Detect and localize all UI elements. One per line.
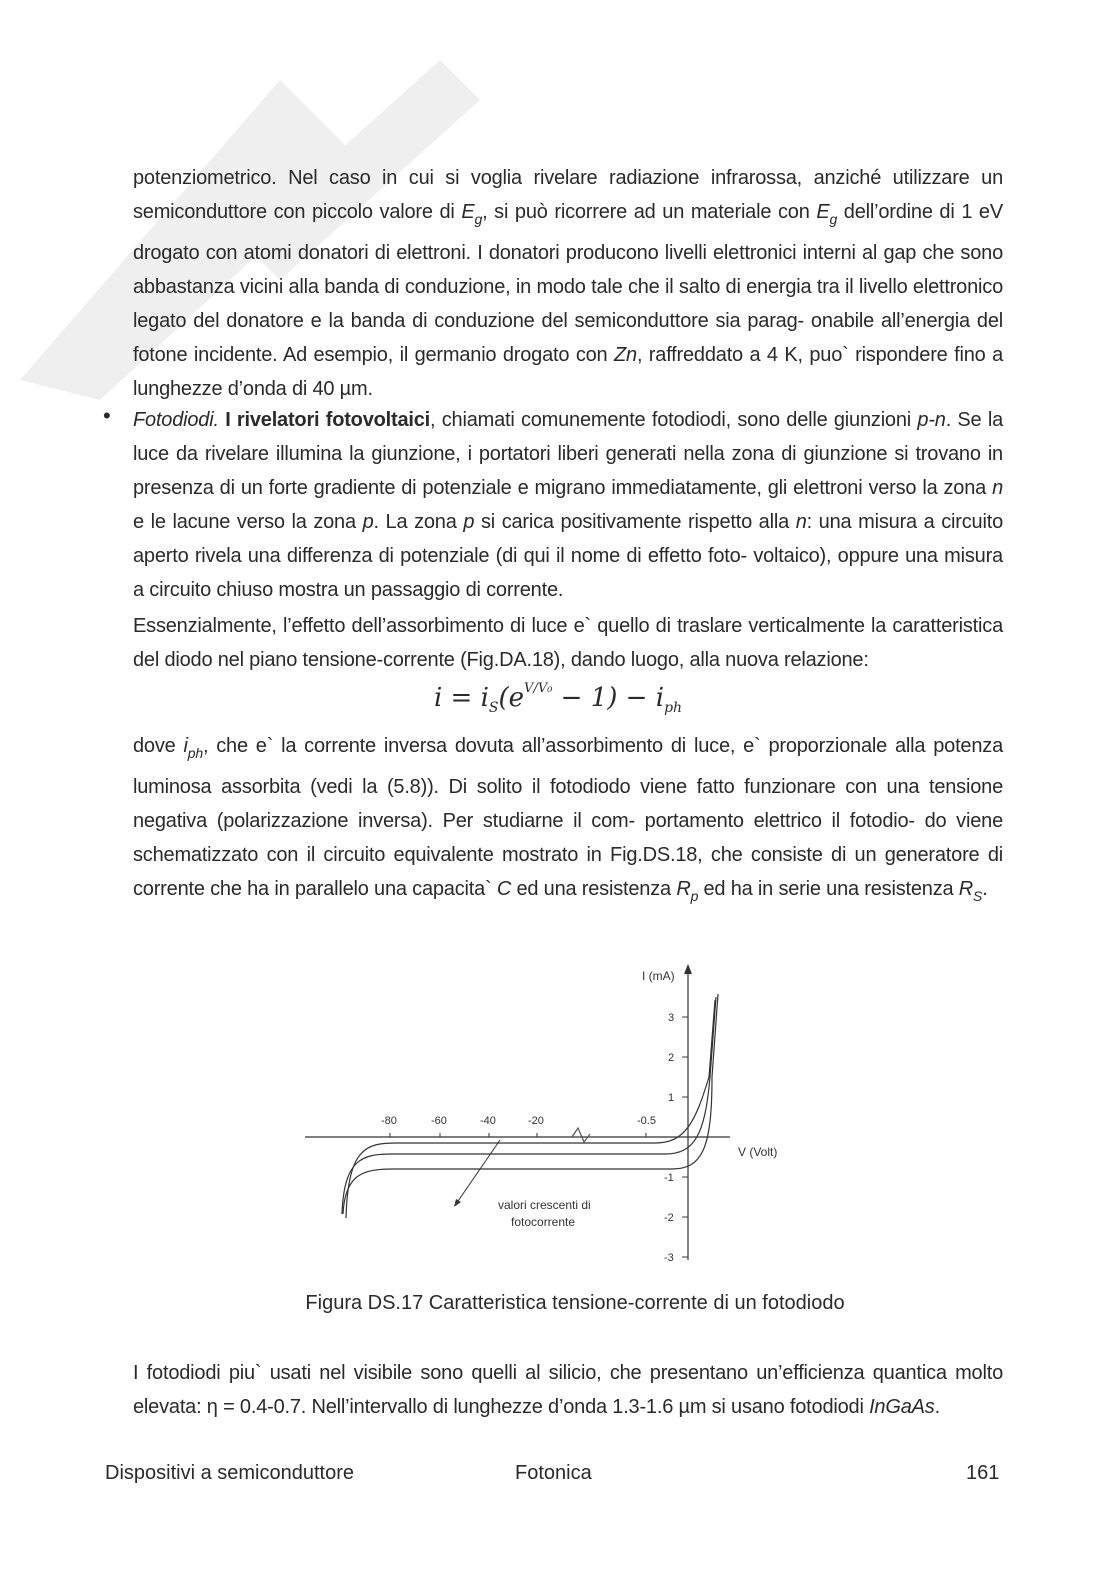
y-tick-label: -2 bbox=[664, 1212, 674, 1224]
bullet-marker: • bbox=[103, 403, 111, 428]
paragraph-essenzialmente: Essenzialmente, l’effetto dell’assorbimento di luce e` quello di traslare verticalmente la caratteristica del diodo nel piano tensione-corrente (Fig.DA.18), dando luogo, alla nuova relazione: bbox=[133, 615, 1003, 671]
y-axis-label: I (mA) bbox=[642, 969, 675, 983]
annotation-arrowhead bbox=[454, 1199, 461, 1207]
footer-page-number: 161 bbox=[966, 1462, 1000, 1484]
annotation-arrow bbox=[456, 1140, 500, 1204]
y-tick-label: 1 bbox=[668, 1092, 675, 1104]
iv-characteristic-chart bbox=[290, 960, 810, 1270]
iv-curve-2 bbox=[342, 997, 716, 1214]
y-tick-label: 2 bbox=[668, 1052, 675, 1064]
footer-book-title: Fotonica bbox=[515, 1462, 592, 1484]
figure-caption: Figura DS.17 Caratteristica tensione-corrente di un fotodiodo bbox=[305, 1292, 845, 1314]
x-tick-label: -20 bbox=[528, 1115, 544, 1127]
annotation-line1: valori crescenti di bbox=[498, 1198, 591, 1212]
axis-break-mark bbox=[572, 1128, 590, 1142]
photodiode-equation: $i = i_S(e^{V/V_0} - 1) - i_{ph}$ bbox=[433, 681, 683, 716]
paragraph-intro: potenziometrico. Nel caso in cui si voglia rivelare radiazione infrarossa, anziché utilizzare un semiconduttore con piccolo valore di $E_g$, si può ricorrere ad un materiale con $E_g$ dell’ordine di 1 eV drogato con atomi donatori di elettroni. I donatori producono livelli elettronici interni al gap che sono abbastanza vicini alla banda di conduzione, in modo tale che il salto di energia tra il livello elettronico legato del donatore e la banda di conduzione del semiconduttore sia parag- onabile all’energia del fotone incidente. Ad esempio, il germanio drogato con Zn, raffreddato a 4 K, puo` rispondere fino a lunghezze d’onda di 40 µm. bbox=[133, 167, 1003, 400]
x-tick-label: -60 bbox=[431, 1115, 447, 1127]
annotation-line2: fotocorrente bbox=[511, 1215, 576, 1229]
y-tick-label: -1 bbox=[664, 1172, 674, 1184]
iv-curve-1 bbox=[346, 1000, 715, 1218]
x-tick-label: -80 bbox=[381, 1115, 397, 1127]
x-tick-label: -0.5 bbox=[637, 1115, 656, 1127]
paragraph-dove: dove $i_{ph}$, che e` la corrente inversa dovuta all’assorbimento di luce, e` proporzionale alla potenza luminosa assorbita (vedi la (5.8)). Di solito il fotodiodo viene fatto funzionare con una tensione negativa (polarizzazione inversa). Per studiarne il com- portamento elettrico il fotodio- do viene schematizzato con il circuito equivalente mostrato in Fig.DS.18, che consiste di un generatore di corrente che ha in parallelo una capacita` C ed una resistenza $R_p$ ed ha in serie una resistenza $R_S$. bbox=[133, 735, 1003, 904]
footer-section-title: Dispositivi a semiconduttore bbox=[105, 1462, 354, 1484]
paragraph-silicio: I fotodiodi piu` usati nel visibile sono quelli al silicio, che presentano un’efficienza quantica molto elevata: η = 0.4-0.7. Nell’intervallo di lunghezze d’onda 1.3-1.6 µm si usano fotodiodi InGaAs. bbox=[133, 1362, 1003, 1418]
y-axis-arrow bbox=[684, 964, 692, 974]
paragraph-fotodiodi: Fotodiodi. I rivelatori fotovoltaici, chiamati comunemente fotodiodi, sono delle giunzioni p-n. Se la luce da rivelare illumina la giunzione, i portatori liberi generati nella zona di giunzione si trovano in presenza di un forte gradiente di potenziale e migrano immediatamente, gli elettroni verso la zona n e le lacune verso la zona p. La zona p si carica positivamente rispetto alla n: una misura a circuito aperto rivela una differenza di potenziale (di qui il nome di effetto foto- voltaico), oppure una misura a circuito chiuso mostra un passaggio di corrente. bbox=[133, 409, 1003, 601]
iv-curve-3 bbox=[343, 994, 718, 1214]
x-axis-label: V (Volt) bbox=[738, 1145, 778, 1159]
x-tick-label: -40 bbox=[480, 1115, 496, 1127]
y-tick-label: 3 bbox=[668, 1012, 675, 1024]
y-tick-label: -3 bbox=[664, 1252, 674, 1264]
